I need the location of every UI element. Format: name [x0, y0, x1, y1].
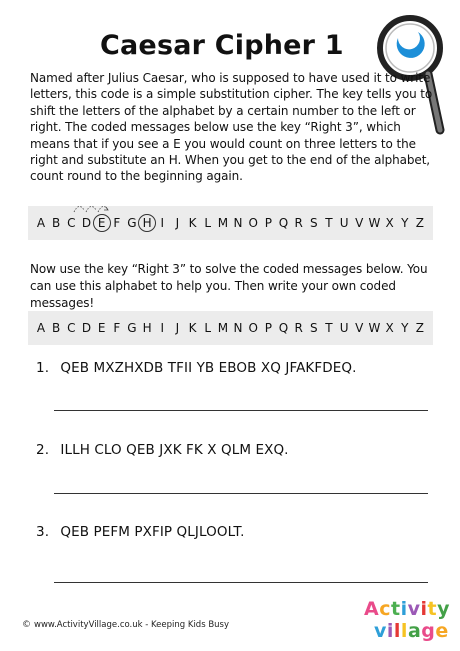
shift-arrows-icon [60, 196, 140, 216]
alphabet-letter: H [142, 321, 152, 335]
alphabet-letter: Q [278, 321, 289, 335]
footer-text: www.ActivityVillage.co.uk - Keeping Kids Busy [34, 620, 230, 630]
coded-message-3 [36, 524, 244, 540]
question-number: 3. [36, 524, 50, 540]
footer [22, 620, 229, 630]
intro-paragraph: Named after Julius Caesar, who is supposed to have used it to write letters, this code is a simple substitution cipher. The key tells you to shift the letters of the alphabet by a certain number to the left or right. The coded messages below use the key “Right 3”, which means that if you see a E you would count on three letters to the right and substitute an H. When you get to the end of the alphabet, count round to the beginning again. [30, 71, 433, 184]
answer-line-2[interactable] [54, 493, 428, 494]
answer-line-3[interactable] [54, 582, 428, 583]
alphabet-letter: E [97, 321, 106, 335]
alphabet-letter: G [127, 321, 137, 335]
alphabet-letter: U [339, 216, 349, 230]
alphabet-letter: C [67, 321, 76, 335]
alphabet-letter: F [113, 216, 121, 230]
alphabet-letter: K [188, 321, 197, 335]
alphabet-letter: L [204, 216, 212, 230]
alphabet-letter: T [325, 216, 333, 230]
alphabet-letter: H [140, 215, 154, 231]
alphabet-letter: B [52, 321, 61, 335]
alphabet-letter: J [175, 216, 180, 230]
logo-word-village: village [374, 620, 449, 642]
alphabet-letter: Z [415, 321, 425, 335]
coded-text: ILLH CLO QEB JXK FK X QLM EXQ. [60, 442, 289, 458]
alphabet-letter: P [264, 216, 272, 230]
alphabet-letter: R [294, 216, 303, 230]
alphabet-letter: D [81, 216, 92, 230]
alphabet-letter: S [310, 321, 318, 335]
alphabet-letter: Z [415, 216, 425, 230]
coded-message-2 [36, 442, 289, 458]
alphabet-letter: W [368, 321, 381, 335]
copyright-symbol: © [22, 620, 31, 630]
coded-text: QEB PEFM PXFIP QLJLOOLT. [60, 524, 245, 540]
alphabet-letter: O [248, 321, 258, 335]
question-number: 1. [36, 360, 50, 376]
alphabet-strip-helper [28, 311, 433, 345]
alphabet-letter: K [188, 216, 197, 230]
alphabet-letter: C [67, 216, 76, 230]
coded-message-1 [36, 360, 356, 376]
alphabet-letter: L [204, 321, 212, 335]
alphabet-letter: I [160, 216, 165, 230]
alphabet-letter: U [339, 321, 349, 335]
alphabet-letter: E [95, 215, 109, 231]
alphabet-letter: Q [278, 216, 289, 230]
alphabet-letter: N [233, 321, 243, 335]
alphabet-letter: G [127, 216, 137, 230]
alphabet-letter: N [233, 216, 243, 230]
alphabet-letter: W [368, 216, 381, 230]
page-title: Caesar Cipher 1 [100, 30, 344, 61]
coded-text: QEB MXZHXDB TFII YB EBOB XQ JFAKFDEQ. [60, 360, 357, 376]
alphabet-letter: M [217, 216, 229, 230]
alphabet-letter: J [175, 321, 180, 335]
alphabet-letter: P [264, 321, 272, 335]
alphabet-letter: T [325, 321, 333, 335]
activity-village-logo [362, 596, 452, 646]
alphabet-letter: Y [401, 321, 409, 335]
alphabet-letter: I [160, 321, 165, 335]
alphabet-letter: F [113, 321, 121, 335]
alphabet-letter: M [217, 321, 229, 335]
alphabet-letter: Y [401, 216, 409, 230]
alphabet-letter: X [385, 216, 394, 230]
alphabet-letter: D [81, 321, 92, 335]
alphabet-letter: A [36, 216, 46, 230]
alphabet-letter: X [385, 321, 394, 335]
alphabet-letter: B [52, 216, 61, 230]
logo-word-activity: Activity [364, 598, 450, 620]
answer-line-1[interactable] [54, 410, 428, 411]
alphabet-letter: R [294, 321, 303, 335]
alphabet-letter: A [36, 321, 46, 335]
alphabet-letter: O [248, 216, 258, 230]
instructions-paragraph: Now use the key “Right 3” to solve the coded messages below. You can use this alphabet to help you. Then write your own coded messages! [30, 262, 428, 310]
alphabet-letter: V [355, 216, 364, 230]
alphabet-letter: V [355, 321, 364, 335]
alphabet-letter: S [310, 216, 318, 230]
question-number: 2. [36, 442, 50, 458]
